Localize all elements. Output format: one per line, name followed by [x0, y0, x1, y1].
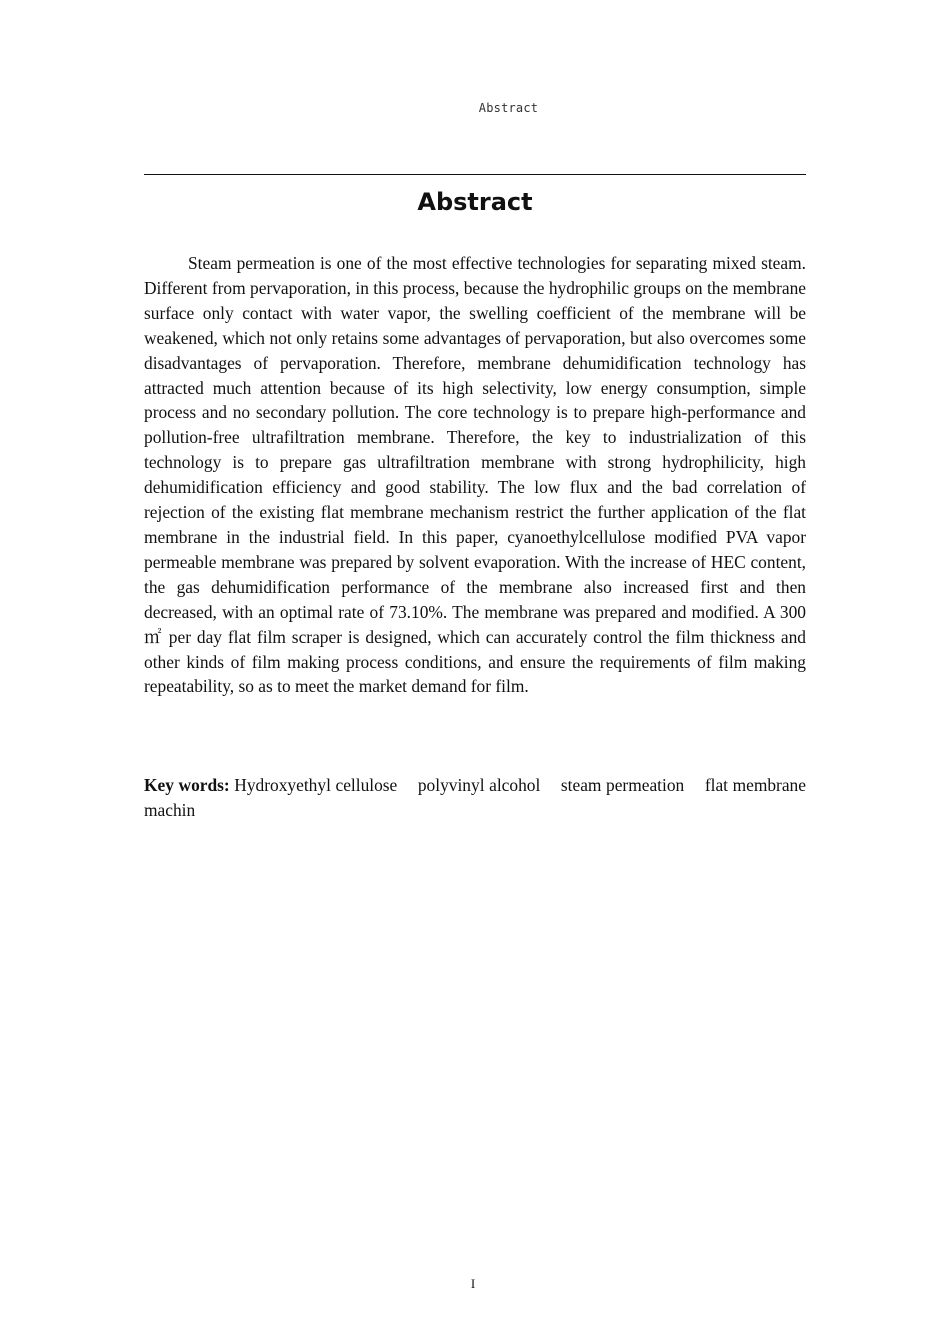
running-header: Abstract [478, 101, 539, 115]
header-rule [144, 174, 806, 175]
keywords-label: Key words: [144, 775, 230, 795]
keyword-item: steam permeation [560, 775, 685, 795]
keywords-line [144, 773, 806, 823]
page-title: Abstract [417, 188, 533, 216]
page-number: I [470, 1276, 476, 1291]
keyword-item: flat membrane machin [144, 775, 806, 820]
abstract-paragraph: Steam permeation is one of the most effective technologies for separating mixed steam. Different from pervaporation, in this process, because the hydrophilic groups on the membrane surface only contact with water vapor, the swelling coefficient of the membrane will be weakened, which not only retains some advantages of pervaporation, but also overcomes some disadvantages of pervaporation. Therefore, membrane dehumidification technology has attracted much attention because of its high selectivity, low energy consumption, simple process and no secondary pollution. The core technology is to prepare high-performance and pollution-free ultrafiltration membrane. Therefore, the key to industrialization of this technology is to prepare gas ultrafiltration membrane with strong hydrophilicity, high dehumidification efficiency and good stability. The low flux and the bad correlation of rejection of the existing flat membrane mechanism restrict the further application of the flat membrane in the industrial field. In this paper, cyanoethylcellulose modified PVA vapor permeable membrane was prepared by solvent evaporation. With the increase of HEC content, the gas dehumidification performance of the membrane also increased first and then decreased, with an optimal rate of 73.10%. The membrane was prepared and modified. A 300 ㎡ per day flat film scraper is designed, which can accurately control the film thickness and other kinds of film making process conditions, and ensure the requirements of film making repeatability, so as to meet the market demand for film. [144, 253, 806, 697]
keyword-item: polyvinyl alcohol [417, 775, 541, 795]
keyword-item: Hydroxyethyl cellulose [234, 775, 398, 795]
